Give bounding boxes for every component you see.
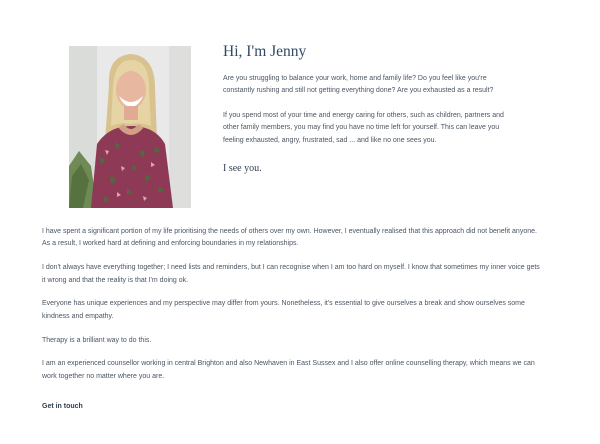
intro-section (223, 43, 508, 174)
about-paragraph: I have spent a significant portion of my life prioritising the needs of others over my own. However, I eventually realised that this approach did not benefit anyone. As a result, I worked hard at defining and enforcing boundaries in my relationships. (42, 228, 537, 248)
get-in-touch-link[interactable]: Get in touch (42, 402, 83, 410)
intro-paragraph: Are you struggling to balance your work, home and family life? Do you feel like you're constantly rushing and still not getting everything done? Are you exhausted as a result? (223, 75, 494, 95)
about-paragraph: Therapy is a brilliant way to do this. (42, 336, 152, 344)
portrait-photo (69, 46, 191, 208)
tagline: I see you. (223, 163, 262, 175)
intro-paragraph: If you spend most of your time and energy caring for others, such as children, partners and other family members, you may find you have no time left for yourself. This can leave you feeling exhausted, angry, frustrated, sad ... and like no one sees you. (223, 111, 504, 144)
about-section (42, 226, 542, 413)
page-title: Hi, I'm Jenny (223, 43, 307, 60)
about-paragraph: Everyone has unique experiences and my perspective may differ from yours. Nonetheless, it's essential to give ourselves a break and show ourselves some kindness and empathy. (42, 300, 525, 320)
about-paragraph: I am an experienced counsellor working in central Brighton and also Newhaven in East Sussex and I also offer online counselling therapy, which means we can work together no matter where you are. (42, 360, 535, 380)
about-paragraph: I don't always have everything together; I need lists and reminders, but I can recognise when I am too hard on myself. I know that sometimes my inner voice gets it wrong and that the reality is that I'm doing ok. (42, 264, 540, 284)
